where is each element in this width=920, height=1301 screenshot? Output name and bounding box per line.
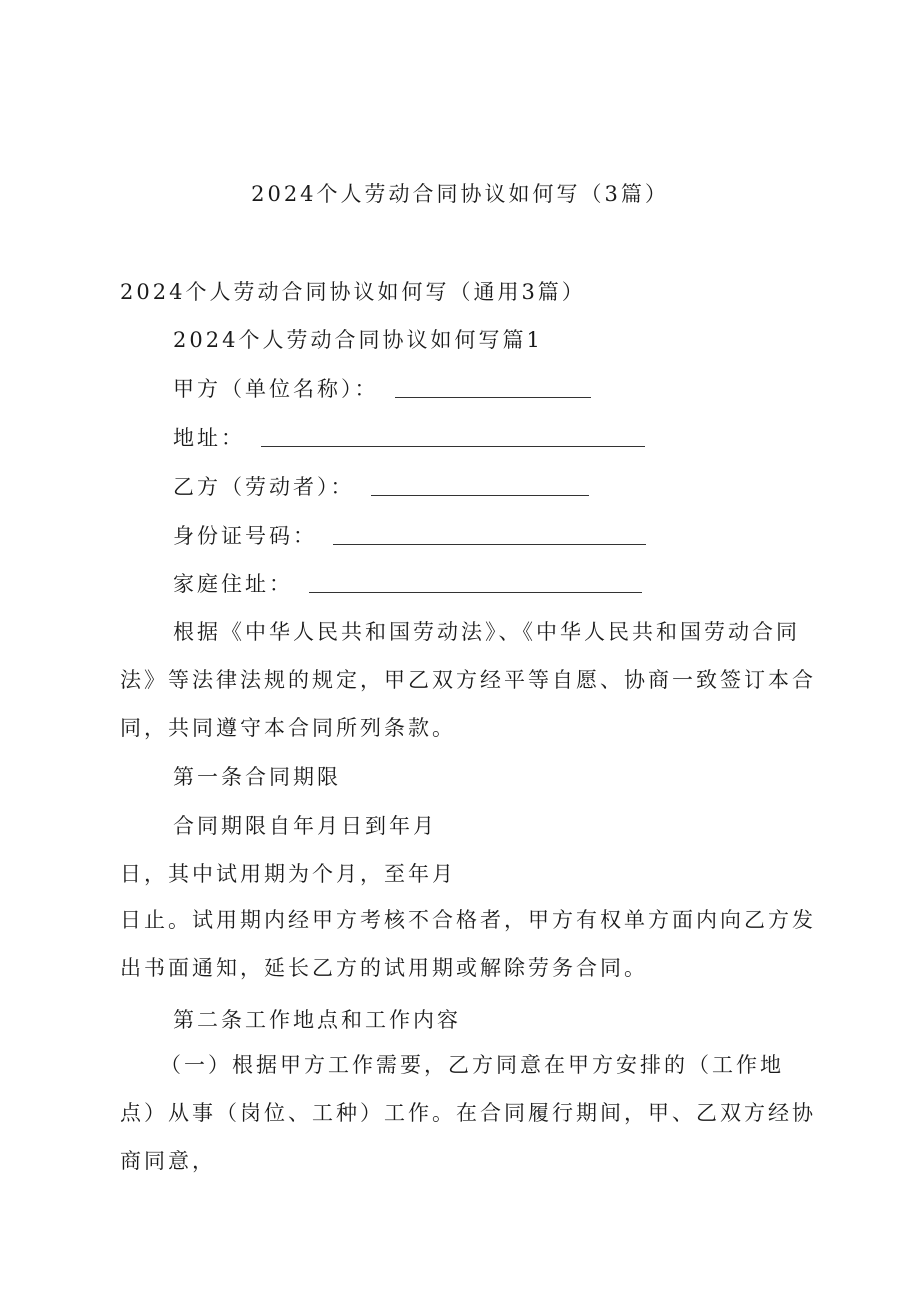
- article1-line2: 日，其中试用期为个月，至年月: [120, 862, 456, 886]
- article2-heading: 第二条工作地点和工作内容: [173, 1008, 461, 1032]
- party-b-label: 乙方（劳动者）：: [173, 475, 355, 499]
- article1-line3: 日止。试用期内经甲方考核不合格者，甲方有权单方面内向乙方发出书面通知，延长乙方的试用期或解除劳务合同。: [120, 908, 816, 980]
- article1-heading: 第一条合同期限: [173, 765, 341, 789]
- document-subtitle: 2024个人劳动合同协议如何写（通用3篇）: [120, 280, 586, 304]
- party-b-field: [173, 472, 589, 502]
- party-a-label: 甲方（单位名称）：: [173, 377, 379, 401]
- address-field: [173, 423, 645, 453]
- address-label: 地址：: [173, 426, 245, 450]
- article2-paragraph: （一）根据甲方工作需要，乙方同意在甲方安排的（工作地点）从事（岗位、工种）工作。在合同履行期间，甲、乙双方经协商同意，: [120, 1053, 816, 1173]
- section-heading: 2024个人劳动合同协议如何写篇1: [173, 328, 543, 352]
- party-a-blank: [395, 379, 591, 398]
- id-number-field: [173, 521, 646, 551]
- address-blank: [261, 428, 645, 447]
- id-number-blank: [333, 526, 646, 545]
- party-b-blank: [371, 477, 589, 496]
- article1-line1: 合同期限自年月日到年月: [173, 814, 437, 838]
- id-number-label: 身份证号码：: [173, 524, 317, 548]
- home-address-blank: [309, 574, 642, 593]
- intro-paragraph: 根据《中华人民共和国劳动法》、《中华人民共和国劳动合同法》等法律法规的规定，甲乙双方经平等自愿、协商一致签订本合同，共同遵守本合同所列条款。: [120, 620, 816, 740]
- party-a-field: [173, 374, 591, 404]
- document-title: 2024个人劳动合同协议如何写（3篇）: [251, 182, 669, 206]
- home-address-field: [173, 569, 642, 599]
- home-address-label: 家庭住址：: [173, 572, 293, 596]
